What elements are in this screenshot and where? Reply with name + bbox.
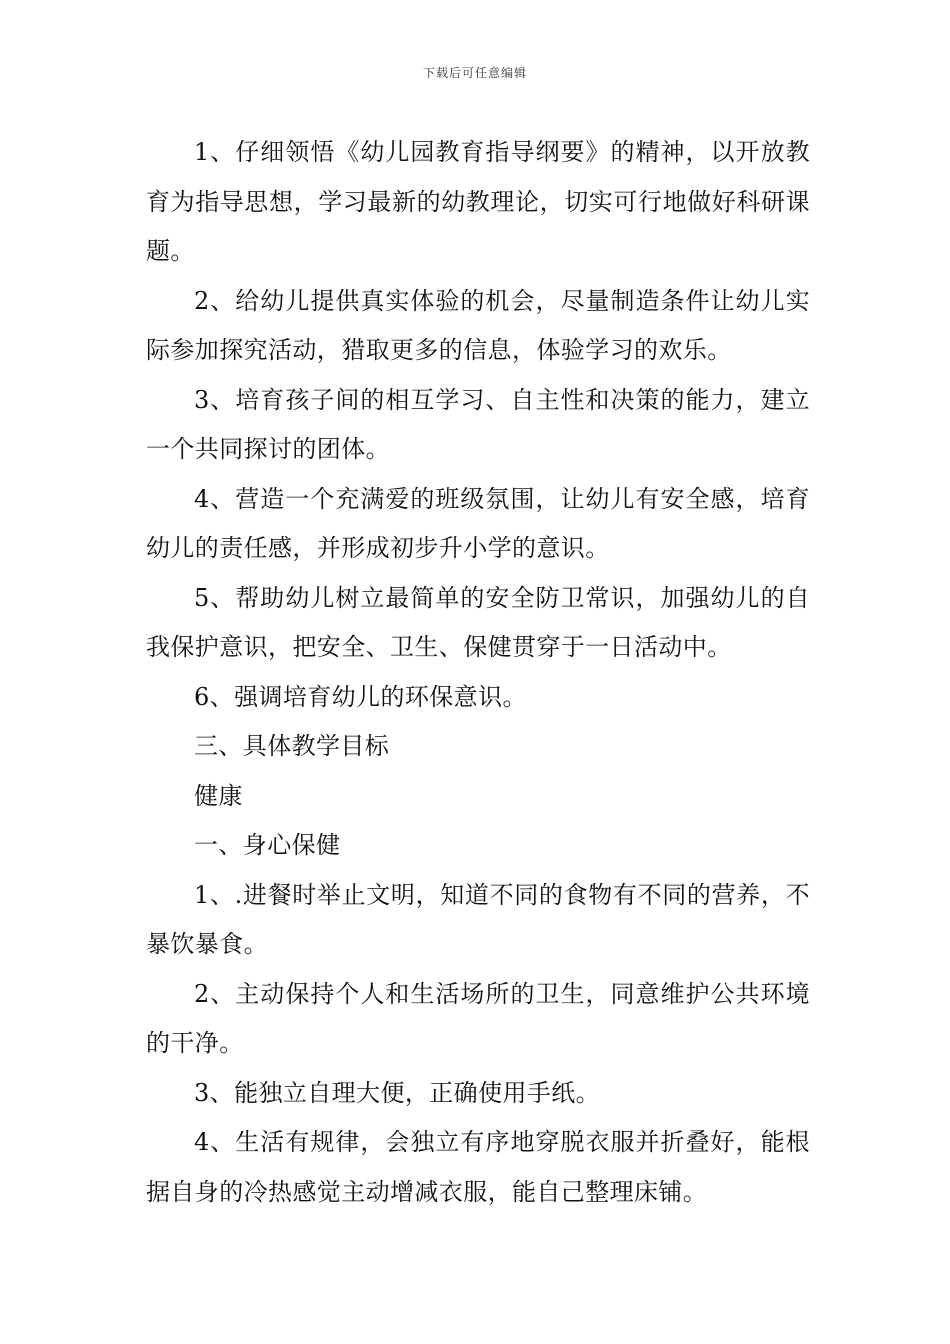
section-heading-teaching-goals: 三、具体教学目标 xyxy=(194,732,390,760)
paragraph-goal-3: 3、培育孩子间的相互学习、自主性和决策的能力，建立一个共同探讨的团体。 xyxy=(146,385,810,463)
paragraph-goal-5: 5、帮助幼儿树立最简单的安全防卫常识，加强幼儿的自我保护意识，把安全、卫生、保健贯穿于一日活动中。 xyxy=(146,583,810,661)
paragraph-goal-6: 6、强调培育幼儿的环保意识。 xyxy=(194,682,527,711)
paragraph-goal-2: 2、给幼儿提供真实体验的机会，尽量制造条件让幼儿实际参加探究活动，猎取更多的信息，体验学习的欢乐。 xyxy=(146,286,810,364)
paragraph-health-1: 1、.进餐时举止文明，知道不同的食物有不同的营养，不暴饮暴食。 xyxy=(146,880,810,958)
paragraph-health-3: 3、能独立自理大便，正确使用手纸。 xyxy=(194,1078,601,1107)
paragraph-goal-1: 1、仔细领悟《幼儿园教育指导纲要》的精神，以开放教育为指导思想，学习最新的幼教理论，切实可行地做好科研课题。 xyxy=(146,138,810,265)
paragraph-health-2: 2、主动保持个人和生活场所的卫生，同意维护公共环境的干净。 xyxy=(146,979,810,1057)
paragraph-goal-4: 4、营造一个充满爱的班级氛围，让幼儿有安全感，培育幼儿的责任感，并形成初步升小学的意识。 xyxy=(146,484,810,562)
subsection-heading-health: 健康 xyxy=(194,781,243,810)
paragraph-health-4: 4、生活有规律，会独立有序地穿脱衣服并折叠好，能根据自身的冷热感觉主动增减衣服，能自己整理床铺。 xyxy=(146,1128,810,1206)
document-body xyxy=(146,128,810,1217)
page-header-note: 下载后可任意编辑 xyxy=(422,66,527,80)
subsection-heading-body-mind-care: 一、身心保健 xyxy=(194,831,341,859)
